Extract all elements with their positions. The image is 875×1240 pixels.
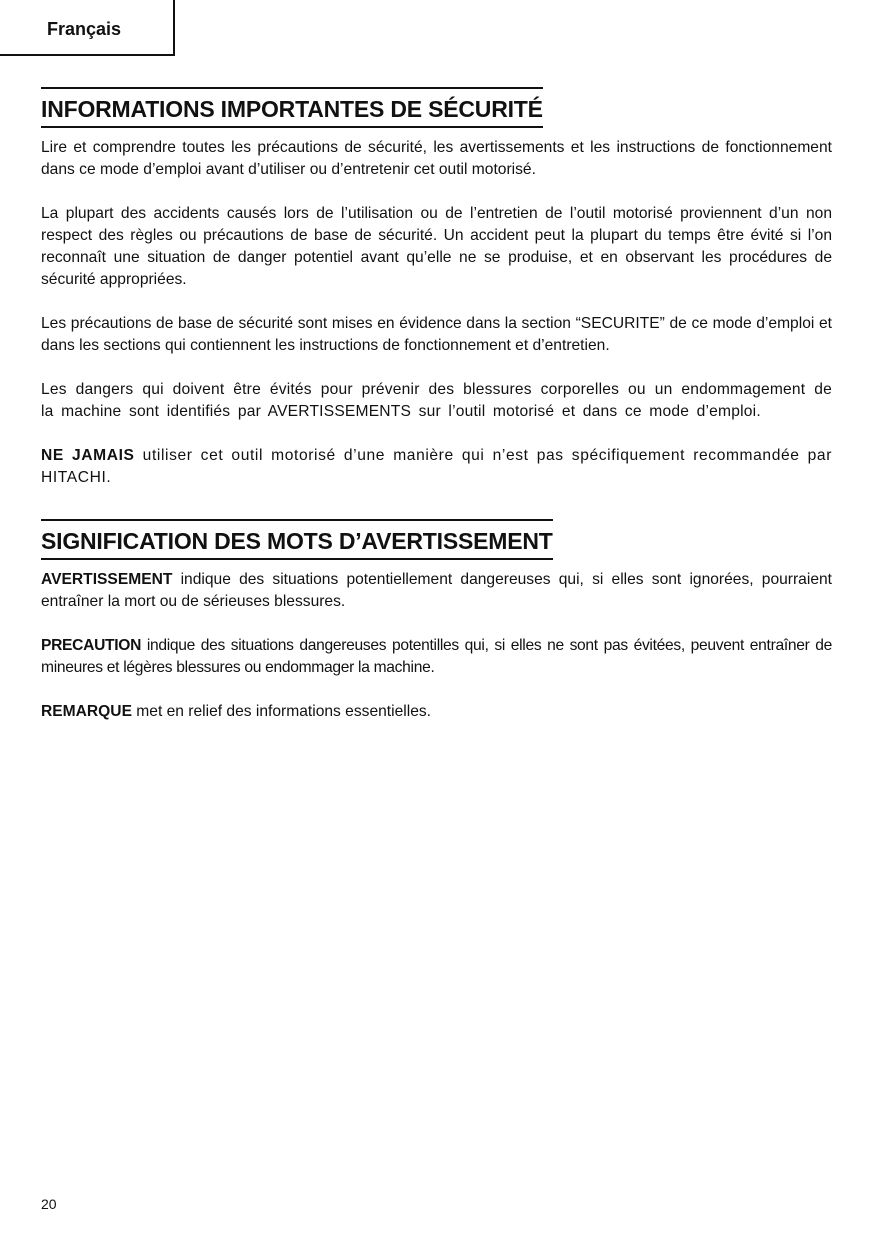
- language-label: Français: [47, 19, 122, 39]
- language-tab: [0, 0, 175, 56]
- section-title-signal-words: SIGNIFICATION DES MOTS D’AVERTISSEMENT: [41, 519, 553, 560]
- note-keyword: REMARQUE: [41, 703, 132, 720]
- page-number: 20: [41, 1196, 57, 1212]
- warning-keyword: AVERTISSEMENT: [41, 571, 173, 588]
- signal-word-caution: PRECAUTION indique des situations dangereuses potentilles qui, si elles ne sont pas évitées, peuvent entraîner de mineures et légères blessures ou endommager la machine.: [41, 637, 832, 676]
- safety-paragraph-never: NE JAMAIS utiliser cet outil motorisé d’une manière qui n’est pas spécifiquement recommandée par HITACHI.: [41, 447, 832, 486]
- safety-paragraph: La plupart des accidents causés lors de l’utilisation ou de l’entretien de l’outil motorisé proviennent d’un non respect des règles ou précautions de base de sécurité. Un accident peut la plupart du temps être évité si l’on reconnaît une situation de danger potentiel avant qu’elle ne se produise, et en observant les procédures de sécurité appropriées.: [41, 205, 832, 288]
- safety-paragraph: Les précautions de base de sécurité sont mises en évidence dans la section “SECURITE” de ce mode d’emploi et dans les sections qui contiennent les instructions de fonctionnement et d’entretien.: [41, 315, 832, 354]
- never-keyword: NE JAMAIS: [41, 447, 135, 464]
- caution-keyword: PRECAUTION: [41, 637, 142, 654]
- signal-word-warning: AVERTISSEMENT indique des situations potentiellement dangereuses qui, si elles sont ignorées, pourraient entraîner la mort ou de sérieuses blessures.: [41, 571, 832, 610]
- section-title-safety: INFORMATIONS IMPORTANTES DE SÉCURITÉ: [41, 87, 543, 128]
- safety-paragraph: Lire et comprendre toutes les précautions de sécurité, les avertissements et les instructions de fonctionnement dans ce mode d’emploi avant d’utiliser ou d’entretenir cet outil motorisé.: [41, 139, 832, 178]
- page-content: [41, 87, 832, 723]
- safety-paragraph: Les dangers qui doivent être évités pour prévenir des blessures corporelles ou un endommagement de la machine sont identifiés par AVERTISSEMENTS sur l’outil motorisé et dans ce mode d’emploi.: [41, 381, 832, 420]
- signal-word-note: REMARQUE met en relief des informations essentielles.: [41, 703, 431, 720]
